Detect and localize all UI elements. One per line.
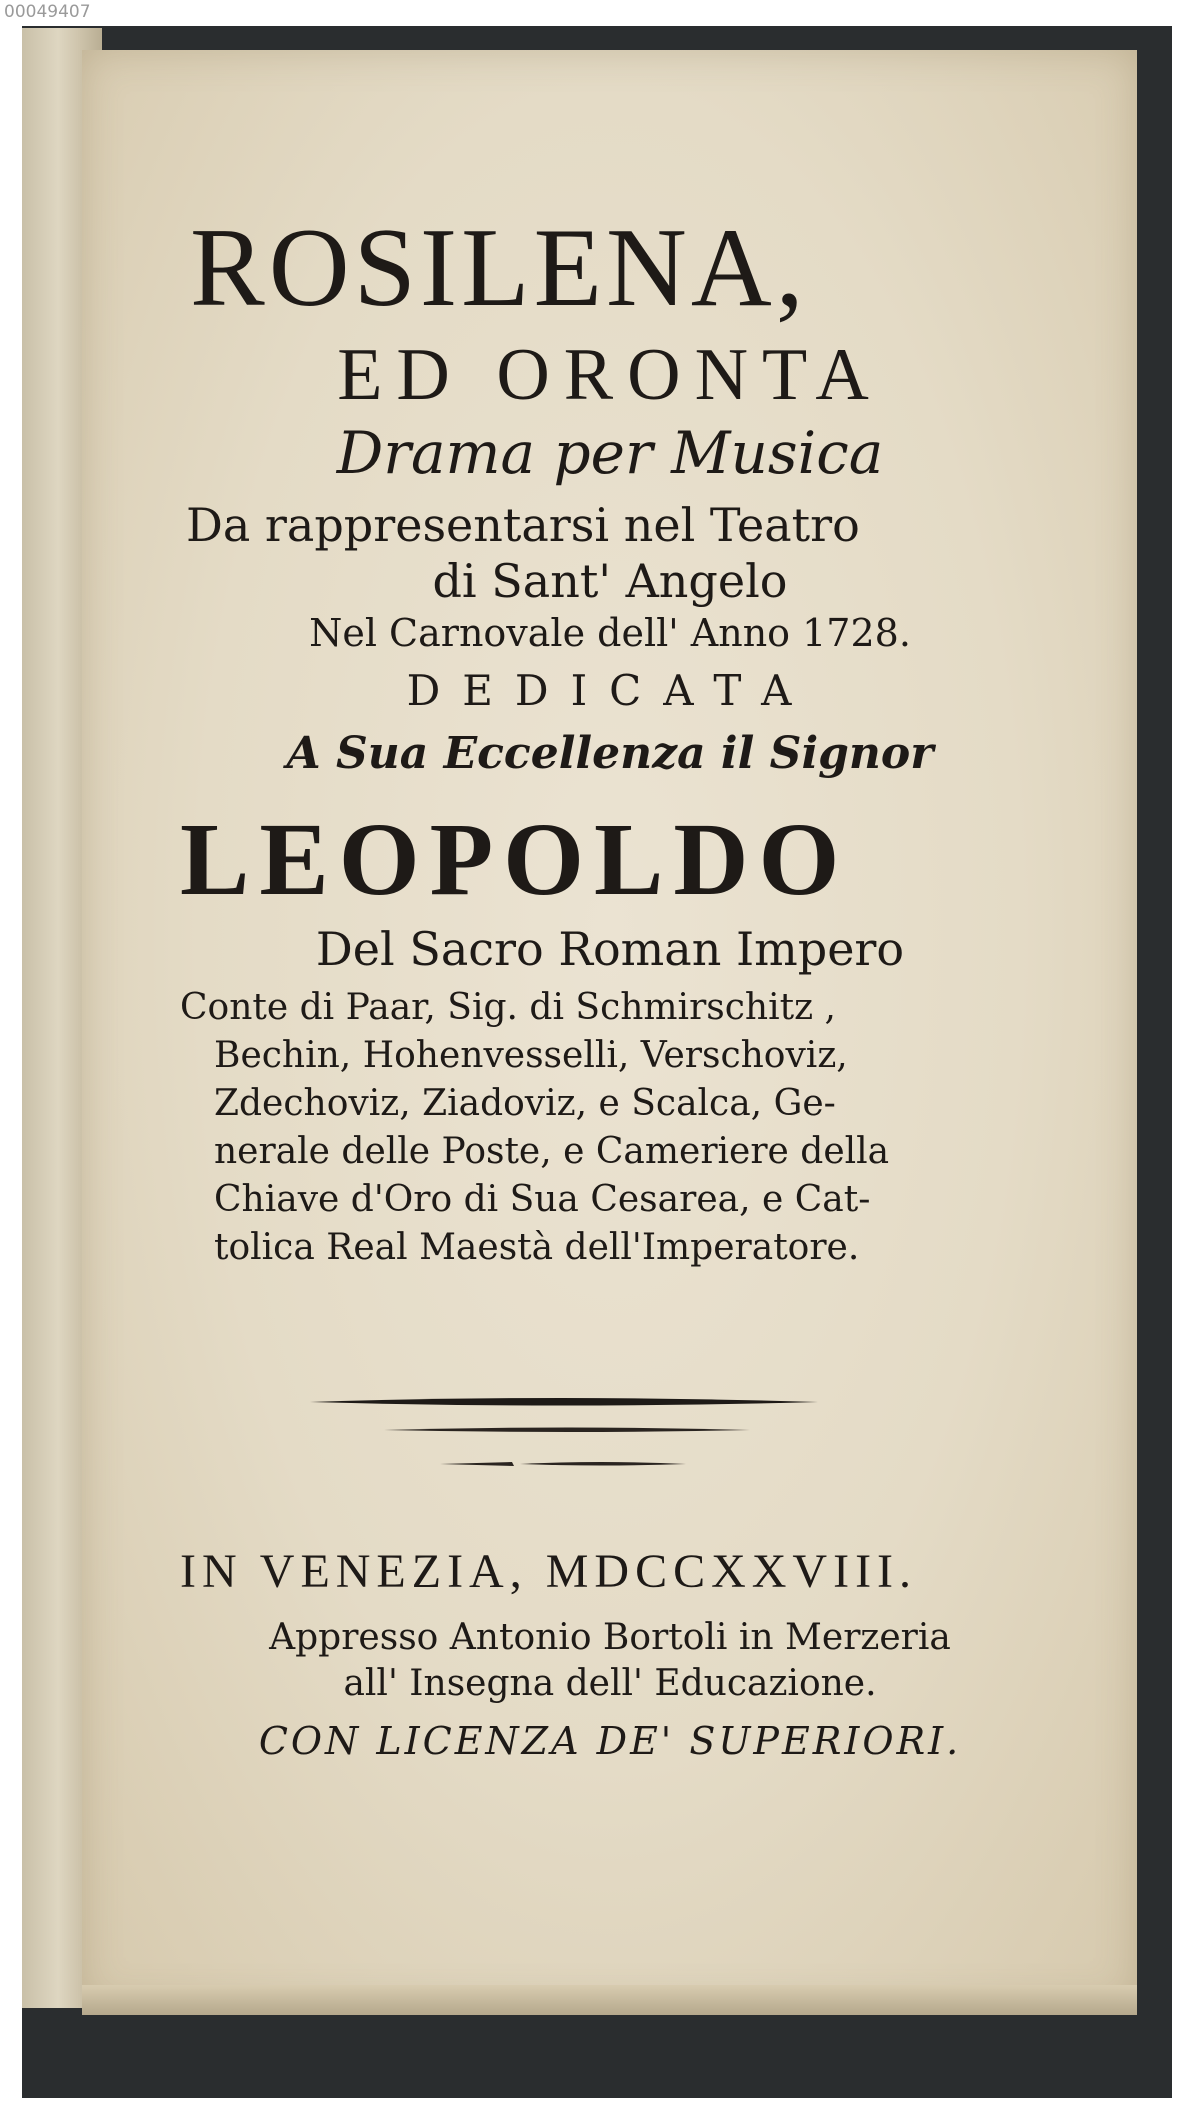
dedication-to: A Sua Eccellenza il Signor [286,728,934,779]
imprint-block [100,1545,1120,1776]
imprint-place: IN VENEZIA, MDCCXXVIII. [180,1545,918,1598]
imprint-printer-2: all' Insegna dell' Educazione. [343,1663,877,1704]
main-title-line2: ED ORONTA [337,334,883,416]
dedicatee-title-line: Chiave d'Oro di Sua Cesarea, e Cat- [214,1179,871,1220]
imprint-printer-1: Appresso Antonio Bortoli in Merzeria [269,1617,951,1658]
dedicatee-title-line: tolica Real Maestà dell'Imperatore. [214,1227,860,1268]
performance-line-2: di Sant' Angelo [432,554,788,608]
dedicatee-line-1: Del Sacro Roman Impero [315,922,905,976]
dedicatee-title-line: Bechin, Hohenvesselli, Verschoviz, [214,1035,848,1076]
dedicatee-title-line: nerale delle Poste, e Cameriere della [214,1131,890,1172]
performance-date: Nel Carnovale dell' Anno 1728. [309,611,911,655]
main-title: ROSILENA, [190,206,808,330]
page-bottom-edge [82,1985,1137,2015]
dedicatee-name: LEOPOLDO [180,802,850,917]
ornament-rule-bottom [0,1458,1200,1470]
imprint-license: CON LICENZA DE' SUPERIORI. [258,1719,962,1763]
ornament-rule-middle [0,1422,1200,1438]
dedicatee-title-line: Conte di Paar, Sig. di Schmirschitz , [180,987,836,1028]
performance-line-1: Da rappresentarsi nel Teatro [186,498,860,552]
dedicatee-title-line: Zdechoviz, Ziadoviz, e Scalca, Ge- [214,1083,836,1124]
scan-id-label: 00049407 [4,2,91,22]
dedication-label: DEDICATA [406,666,814,715]
title-page-text [100,206,1120,1278]
genre-line: Drama per Musica [336,419,884,487]
ornament-rule-top [0,1392,1200,1412]
